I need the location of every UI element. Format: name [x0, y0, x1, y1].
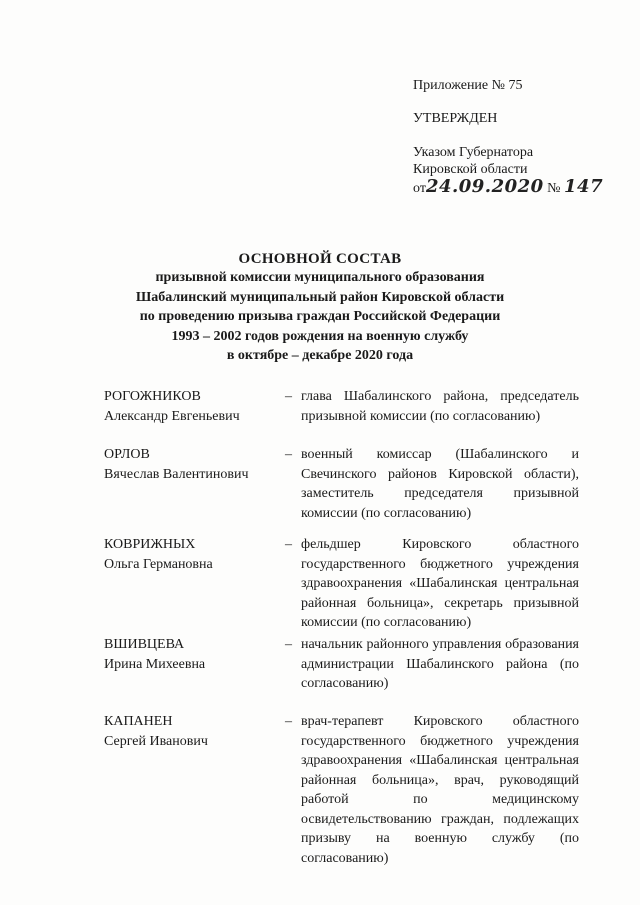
member-name [104, 445, 279, 484]
title-line-3: по проведению призыва граждан Российской Федерации [139, 309, 501, 324]
handwritten-date: 24.09.2020 [425, 176, 544, 197]
member-surname: КОВРИЖНЫХ [104, 537, 196, 552]
handwritten-number: 147 [564, 176, 604, 197]
member-surname: КАПАНЕН [104, 714, 173, 729]
member-given-name: Ольга Германовна [104, 556, 213, 572]
title-line-5: в октябре – декабре 2020 года [226, 348, 414, 363]
member-dash: – [285, 447, 292, 462]
decree-line-2: Кировской области [413, 162, 528, 177]
appendix-number: Приложение № 75 [413, 78, 523, 93]
member-given-name: Александр Евгеньевич [104, 408, 240, 424]
member-role: фельдшер Кировского областного государственного бюджетного учреждения здравоохранения «Шабалинская центральная районная больница», секретарь призывной комиссии (по согласованию) [301, 537, 579, 630]
member-surname: ОРЛОВ [104, 447, 150, 462]
member-name [104, 387, 279, 426]
decree-line-1: Указом Губернатора [413, 145, 534, 160]
approved-label: УТВЕРЖДЕН [413, 111, 498, 126]
decree-date-line [413, 178, 603, 197]
member-role: начальник районного управления образования администрации Шабалинского района (по согласованию) [301, 637, 579, 691]
decree-reference [413, 144, 533, 178]
member-role: врач-терапевт Кировского областного государственного бюджетного учреждения здравоохранения «Шабалинская центральная районная больница», врач, руководящий работой по медицинскому освидетельствованию граждан, подлежащих призыву на военную службу (по согласованию) [301, 714, 579, 866]
member-given-name: Ирина Михеевна [104, 656, 206, 672]
number-prefix: № [547, 181, 561, 196]
member-role: глава Шабалинского района, председатель призывной комиссии (по согласованию) [301, 389, 579, 424]
member-dash: – [285, 389, 292, 404]
member-dash: – [285, 637, 292, 652]
member-dash: – [285, 714, 292, 729]
member-given-name: Сергей Иванович [104, 733, 208, 749]
from-prefix: от [413, 181, 426, 196]
member-name [104, 635, 279, 674]
member-name [104, 712, 279, 751]
member-dash: – [285, 537, 292, 552]
member-surname: ВШИВЦЕВА [104, 637, 185, 652]
title-line-2: Шабалинский муниципальный район Кировской области [135, 289, 505, 305]
title-line-1: призывной комиссии муниципального образования [155, 270, 485, 285]
member-given-name: Вячеслав Валентинович [104, 466, 249, 482]
title-line-4: 1993 – 2002 годов рождения на военную службу [171, 328, 469, 344]
member-name [104, 535, 279, 574]
member-surname: РОГОЖНИКОВ [104, 389, 201, 404]
document-title [0, 250, 640, 366]
member-role: военный комиссар (Шабалинского и Свечинского районов Кировской области), заместитель председателя призывной комиссии (по согласованию) [301, 447, 579, 521]
title-main: ОСНОВНОЙ СОСТАВ [238, 251, 402, 267]
